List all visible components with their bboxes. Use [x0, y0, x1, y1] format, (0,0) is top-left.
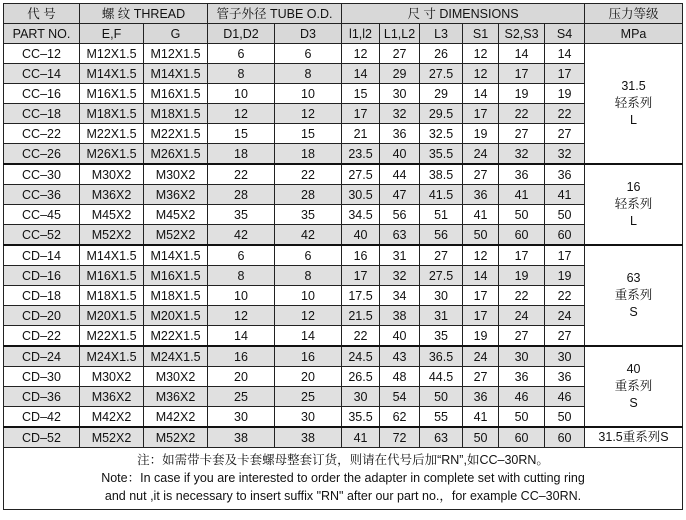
cell-dim-s1: 27	[463, 164, 499, 185]
table-row	[4, 164, 683, 185]
cell-dim-l3: 50	[420, 387, 463, 407]
cell-dim-l1l2-lower: 15	[342, 84, 380, 104]
header-ef: E,F	[80, 24, 144, 44]
cell-dim-l1l2-lower: 24.5	[342, 346, 380, 367]
table-row	[4, 124, 683, 144]
cell-part-no: CD–24	[4, 346, 80, 367]
cell-tube-d1d2: 18	[208, 144, 275, 165]
cell-thread-g: M52X2	[144, 225, 208, 246]
cell-thread-g: M14X1.5	[144, 64, 208, 84]
cell-tube-d1d2: 35	[208, 205, 275, 225]
cell-part-no: CC–45	[4, 205, 80, 225]
cell-dim-l1l2-lower: 21	[342, 124, 380, 144]
cell-tube-d1d2: 25	[208, 387, 275, 407]
cell-dim-s4: 24	[545, 306, 585, 326]
cell-thread-g: M45X2	[144, 205, 208, 225]
cell-thread-g: M52X2	[144, 427, 208, 448]
cell-dim-s4: 46	[545, 387, 585, 407]
cell-dim-l1l2-upper: 56	[380, 205, 420, 225]
cell-thread-ef: M14X1.5	[80, 64, 144, 84]
cell-dim-l3: 27	[420, 245, 463, 266]
cell-dim-s4: 14	[545, 44, 585, 64]
cell-dim-l3: 44.5	[420, 367, 463, 387]
cell-tube-d3: 38	[275, 427, 342, 448]
cell-dim-s1: 14	[463, 84, 499, 104]
header-row-2	[4, 24, 683, 44]
cell-thread-ef: M22X1.5	[80, 124, 144, 144]
cell-dim-s2s3: 60	[499, 427, 545, 448]
table-row	[4, 266, 683, 286]
header-s2s3: S2,S3	[499, 24, 545, 44]
cell-thread-g: M30X2	[144, 367, 208, 387]
cell-thread-g: M20X1.5	[144, 306, 208, 326]
cell-dim-l1l2-upper: 32	[380, 266, 420, 286]
cell-part-no: CD–30	[4, 367, 80, 387]
table-row	[4, 346, 683, 367]
cell-thread-ef: M45X2	[80, 205, 144, 225]
cell-part-no: CC–36	[4, 185, 80, 205]
cell-tube-d1d2: 38	[208, 427, 275, 448]
cell-dim-s1: 12	[463, 245, 499, 266]
cell-dim-l1l2-upper: 72	[380, 427, 420, 448]
cell-tube-d3: 28	[275, 185, 342, 205]
cell-tube-d1d2: 10	[208, 84, 275, 104]
cell-dim-l1l2-upper: 36	[380, 124, 420, 144]
cell-dim-s2s3: 14	[499, 44, 545, 64]
cell-dim-l1l2-upper: 29	[380, 64, 420, 84]
cell-dim-l3: 29	[420, 84, 463, 104]
cell-dim-l1l2-lower: 41	[342, 427, 380, 448]
cell-thread-ef: M20X1.5	[80, 306, 144, 326]
cell-thread-ef: M30X2	[80, 164, 144, 185]
cell-dim-s1: 19	[463, 326, 499, 347]
cell-dim-s1: 24	[463, 346, 499, 367]
cell-dim-s2s3: 17	[499, 64, 545, 84]
cell-part-no: CC–12	[4, 44, 80, 64]
cell-dim-l3: 35	[420, 326, 463, 347]
cell-dim-l3: 55	[420, 407, 463, 428]
cell-dim-l3: 27.5	[420, 64, 463, 84]
cell-tube-d1d2: 14	[208, 326, 275, 347]
cell-dim-s2s3: 50	[499, 407, 545, 428]
cell-dim-s1: 12	[463, 64, 499, 84]
cell-dim-l1l2-upper: 40	[380, 144, 420, 165]
cell-part-no: CD–16	[4, 266, 80, 286]
cell-tube-d1d2: 12	[208, 104, 275, 124]
cell-thread-g: M14X1.5	[144, 245, 208, 266]
cell-dim-l1l2-upper: 27	[380, 44, 420, 64]
table-row	[4, 64, 683, 84]
cell-thread-g: M36X2	[144, 387, 208, 407]
cell-dim-s1: 36	[463, 387, 499, 407]
header-code: 代 号	[4, 4, 80, 24]
cell-part-no: CD–36	[4, 387, 80, 407]
cell-dim-l3: 56	[420, 225, 463, 246]
cell-dim-l1l2-upper: 44	[380, 164, 420, 185]
cell-dim-s2s3: 27	[499, 124, 545, 144]
table-body	[4, 44, 683, 448]
cell-tube-d1d2: 8	[208, 64, 275, 84]
cell-dim-l1l2-upper: 54	[380, 387, 420, 407]
cell-thread-ef: M36X2	[80, 185, 144, 205]
header-d1d2: D1,D2	[208, 24, 275, 44]
cell-thread-ef: M22X1.5	[80, 326, 144, 347]
header-d3: D3	[275, 24, 342, 44]
cell-part-no: CD–52	[4, 427, 80, 448]
table-row	[4, 326, 683, 347]
header-l1l2-lower: l1,l2	[342, 24, 380, 44]
cell-dim-l1l2-upper: 30	[380, 84, 420, 104]
cell-thread-ef: M18X1.5	[80, 286, 144, 306]
cell-dim-l1l2-lower: 23.5	[342, 144, 380, 165]
table-row	[4, 306, 683, 326]
cell-dim-s1: 19	[463, 124, 499, 144]
cell-tube-d1d2: 20	[208, 367, 275, 387]
cell-dim-s2s3: 32	[499, 144, 545, 165]
header-s1: S1	[463, 24, 499, 44]
cell-thread-g: M18X1.5	[144, 104, 208, 124]
cell-tube-d3: 35	[275, 205, 342, 225]
cell-thread-g: M30X2	[144, 164, 208, 185]
note-english-line-2: and nut ,it is necessary to insert suffix "RN" after our part no.，for example CC–30RN.	[104, 489, 582, 503]
cell-tube-d3: 10	[275, 84, 342, 104]
cell-dim-s2s3: 50	[499, 205, 545, 225]
cell-thread-g: M22X1.5	[144, 326, 208, 347]
cell-tube-d1d2: 42	[208, 225, 275, 246]
cell-tube-d3: 20	[275, 367, 342, 387]
cell-dim-l1l2-upper: 31	[380, 245, 420, 266]
header-part-no: PART NO.	[4, 24, 80, 44]
cell-thread-g: M16X1.5	[144, 266, 208, 286]
cell-dim-s1: 36	[463, 185, 499, 205]
cell-dim-l1l2-upper: 63	[380, 225, 420, 246]
cell-dim-l1l2-upper: 40	[380, 326, 420, 347]
cell-dim-s2s3: 27	[499, 326, 545, 347]
pressure-grade-line: 16	[626, 180, 641, 194]
cell-dim-s4: 50	[545, 205, 585, 225]
cell-dim-l1l2-upper: 34	[380, 286, 420, 306]
cell-dim-l1l2-lower: 17	[342, 266, 380, 286]
pressure-grade-line: 31.5重系列S	[598, 430, 669, 444]
cell-tube-d1d2: 22	[208, 164, 275, 185]
cell-thread-ef: M30X2	[80, 367, 144, 387]
cell-thread-ef: M14X1.5	[80, 245, 144, 266]
cell-dim-l1l2-upper: 48	[380, 367, 420, 387]
order-note	[4, 448, 683, 510]
cell-dim-s4: 19	[545, 84, 585, 104]
note-row	[4, 448, 683, 510]
cell-dim-l1l2-upper: 43	[380, 346, 420, 367]
pressure-grade-line: L	[630, 113, 637, 127]
cell-dim-l3: 30	[420, 286, 463, 306]
cell-tube-d3: 14	[275, 326, 342, 347]
cell-dim-s4: 17	[545, 64, 585, 84]
cell-part-no: CC–14	[4, 64, 80, 84]
cell-tube-d3: 10	[275, 286, 342, 306]
cell-dim-s1: 50	[463, 427, 499, 448]
cell-dim-l1l2-lower: 14	[342, 64, 380, 84]
cell-dim-s1: 41	[463, 205, 499, 225]
cell-dim-s4: 27	[545, 326, 585, 347]
cell-thread-g: M12X1.5	[144, 44, 208, 64]
cell-part-no: CC–30	[4, 164, 80, 185]
pressure-grade-line: 轻系列	[614, 197, 653, 211]
cell-thread-g: M42X2	[144, 407, 208, 428]
cell-dim-s2s3: 22	[499, 104, 545, 124]
table-row	[4, 104, 683, 124]
cell-dim-l1l2-lower: 34.5	[342, 205, 380, 225]
header-dimensions: 尺 寸 DIMENSIONS	[342, 4, 585, 24]
pressure-grade-cell	[585, 164, 683, 245]
cell-thread-g: M36X2	[144, 185, 208, 205]
cell-dim-l1l2-upper: 47	[380, 185, 420, 205]
cell-part-no: CD–22	[4, 326, 80, 347]
cell-part-no: CC–52	[4, 225, 80, 246]
cell-dim-l3: 26	[420, 44, 463, 64]
cell-dim-s2s3: 36	[499, 367, 545, 387]
cell-tube-d1d2: 8	[208, 266, 275, 286]
header-row-1	[4, 4, 683, 24]
cell-dim-s2s3: 24	[499, 306, 545, 326]
note-english-line-1: Note：In case if you are interested to order the adapter in complete set with cutting ring	[101, 471, 585, 485]
table-row	[4, 407, 683, 428]
cell-dim-l1l2-lower: 30.5	[342, 185, 380, 205]
cell-dim-l1l2-upper: 32	[380, 104, 420, 124]
cell-thread-ef: M36X2	[80, 387, 144, 407]
cell-dim-l3: 32.5	[420, 124, 463, 144]
cell-dim-s4: 17	[545, 245, 585, 266]
cell-tube-d3: 16	[275, 346, 342, 367]
cell-dim-s4: 50	[545, 407, 585, 428]
cell-tube-d3: 12	[275, 306, 342, 326]
cell-tube-d1d2: 10	[208, 286, 275, 306]
cell-tube-d1d2: 6	[208, 44, 275, 64]
cell-part-no: CD–42	[4, 407, 80, 428]
header-g: G	[144, 24, 208, 44]
cell-dim-s1: 27	[463, 367, 499, 387]
cell-thread-ef: M16X1.5	[80, 84, 144, 104]
cell-thread-ef: M52X2	[80, 427, 144, 448]
pressure-grade-line: 63	[626, 271, 641, 285]
cell-dim-s1: 41	[463, 407, 499, 428]
cell-dim-l1l2-lower: 35.5	[342, 407, 380, 428]
cell-dim-s1: 24	[463, 144, 499, 165]
table-row	[4, 84, 683, 104]
cell-dim-l1l2-lower: 17.5	[342, 286, 380, 306]
cell-dim-l1l2-lower: 30	[342, 387, 380, 407]
cell-part-no: CC–16	[4, 84, 80, 104]
pressure-grade-line: 重系列	[614, 288, 653, 302]
cell-part-no: CC–26	[4, 144, 80, 165]
table-row	[4, 427, 683, 448]
cell-part-no: CD–14	[4, 245, 80, 266]
cell-dim-l1l2-lower: 16	[342, 245, 380, 266]
cell-dim-s1: 17	[463, 306, 499, 326]
cell-dim-s2s3: 19	[499, 84, 545, 104]
cell-dim-l1l2-upper: 38	[380, 306, 420, 326]
cell-dim-s2s3: 19	[499, 266, 545, 286]
cell-part-no: CC–22	[4, 124, 80, 144]
cell-thread-ef: M24X1.5	[80, 346, 144, 367]
cell-tube-d3: 8	[275, 64, 342, 84]
cell-dim-l3: 31	[420, 306, 463, 326]
cell-thread-g: M22X1.5	[144, 124, 208, 144]
cell-thread-ef: M12X1.5	[80, 44, 144, 64]
cell-tube-d3: 22	[275, 164, 342, 185]
cell-tube-d3: 18	[275, 144, 342, 165]
cell-dim-s2s3: 22	[499, 286, 545, 306]
cell-tube-d1d2: 15	[208, 124, 275, 144]
cell-part-no: CC–18	[4, 104, 80, 124]
cell-dim-s2s3: 17	[499, 245, 545, 266]
header-pressure: 压力等级	[585, 4, 683, 24]
cell-dim-l3: 29.5	[420, 104, 463, 124]
cell-dim-s4: 36	[545, 164, 585, 185]
cell-thread-ef: M16X1.5	[80, 266, 144, 286]
pressure-grade-line: 轻系列	[614, 96, 653, 110]
cell-thread-ef: M42X2	[80, 407, 144, 428]
table-row	[4, 286, 683, 306]
pressure-grade-line: 40	[626, 362, 641, 376]
header-tube-od: 管子外径 TUBE O.D.	[208, 4, 342, 24]
cell-dim-l1l2-lower: 17	[342, 104, 380, 124]
table-row	[4, 185, 683, 205]
cell-thread-ef: M52X2	[80, 225, 144, 246]
cell-dim-l3: 51	[420, 205, 463, 225]
cell-dim-s4: 22	[545, 104, 585, 124]
pressure-grade-line: L	[630, 214, 637, 228]
cell-dim-l3: 36.5	[420, 346, 463, 367]
cell-part-no: CD–18	[4, 286, 80, 306]
cell-thread-ef: M18X1.5	[80, 104, 144, 124]
header-thread: 螺 纹 THREAD	[80, 4, 208, 24]
cell-tube-d3: 15	[275, 124, 342, 144]
cell-dim-l1l2-lower: 26.5	[342, 367, 380, 387]
cell-tube-d3: 6	[275, 245, 342, 266]
cell-dim-l1l2-lower: 22	[342, 326, 380, 347]
pressure-grade-line: S	[629, 305, 638, 319]
pressure-grade-line: 重系列	[614, 379, 653, 393]
table-row	[4, 245, 683, 266]
header-l3: L3	[420, 24, 463, 44]
cell-thread-g: M26X1.5	[144, 144, 208, 165]
cell-dim-s1: 17	[463, 104, 499, 124]
cell-tube-d3: 12	[275, 104, 342, 124]
cell-thread-g: M16X1.5	[144, 84, 208, 104]
cell-dim-s2s3: 41	[499, 185, 545, 205]
cell-dim-s4: 41	[545, 185, 585, 205]
cell-tube-d3: 25	[275, 387, 342, 407]
cell-tube-d1d2: 16	[208, 346, 275, 367]
cell-thread-g: M18X1.5	[144, 286, 208, 306]
header-l1l2-upper: L1,L2	[380, 24, 420, 44]
cell-dim-l1l2-lower: 40	[342, 225, 380, 246]
cell-dim-s1: 14	[463, 266, 499, 286]
cell-part-no: CD–20	[4, 306, 80, 326]
pressure-grade-line: 31.5	[621, 79, 646, 93]
pressure-grade-line: S	[629, 396, 638, 410]
header-s4: S4	[545, 24, 585, 44]
cell-dim-s4: 27	[545, 124, 585, 144]
table-row	[4, 367, 683, 387]
cell-tube-d1d2: 12	[208, 306, 275, 326]
pressure-grade-cell	[585, 44, 683, 165]
table-row	[4, 225, 683, 246]
cell-dim-s2s3: 36	[499, 164, 545, 185]
cell-dim-s4: 32	[545, 144, 585, 165]
table-row	[4, 44, 683, 64]
cell-dim-l3: 35.5	[420, 144, 463, 165]
pressure-grade-cell	[585, 346, 683, 427]
cell-dim-l3: 63	[420, 427, 463, 448]
cell-dim-l1l2-lower: 12	[342, 44, 380, 64]
cell-dim-l1l2-lower: 27.5	[342, 164, 380, 185]
header-mpa: MPa	[585, 24, 683, 44]
cell-dim-s1: 12	[463, 44, 499, 64]
cell-dim-s2s3: 30	[499, 346, 545, 367]
cell-dim-l3: 41.5	[420, 185, 463, 205]
table-row	[4, 144, 683, 165]
table-row	[4, 205, 683, 225]
cell-tube-d1d2: 6	[208, 245, 275, 266]
cell-thread-g: M24X1.5	[144, 346, 208, 367]
cell-dim-s2s3: 60	[499, 225, 545, 246]
cell-dim-s4: 60	[545, 427, 585, 448]
pressure-grade-cell	[585, 427, 683, 448]
cell-tube-d1d2: 30	[208, 407, 275, 428]
cell-dim-l3: 38.5	[420, 164, 463, 185]
cell-thread-ef: M26X1.5	[80, 144, 144, 165]
cell-tube-d1d2: 28	[208, 185, 275, 205]
cell-dim-s4: 30	[545, 346, 585, 367]
cell-dim-s4: 60	[545, 225, 585, 246]
cell-tube-d3: 6	[275, 44, 342, 64]
cell-dim-s4: 22	[545, 286, 585, 306]
cell-dim-l3: 27.5	[420, 266, 463, 286]
pressure-grade-cell	[585, 245, 683, 346]
cell-dim-l1l2-upper: 62	[380, 407, 420, 428]
cell-dim-s4: 36	[545, 367, 585, 387]
cell-dim-s1: 50	[463, 225, 499, 246]
cell-dim-l1l2-lower: 21.5	[342, 306, 380, 326]
cell-tube-d3: 42	[275, 225, 342, 246]
cell-dim-s2s3: 46	[499, 387, 545, 407]
note-chinese: 注：如需带卡套及卡套螺母整套订货，则请在代号后加“RN”,如CC–30RN。	[137, 453, 549, 467]
cell-dim-s4: 19	[545, 266, 585, 286]
fittings-spec-table	[3, 3, 683, 510]
cell-tube-d3: 30	[275, 407, 342, 428]
cell-dim-s1: 17	[463, 286, 499, 306]
cell-tube-d3: 8	[275, 266, 342, 286]
table-row	[4, 387, 683, 407]
